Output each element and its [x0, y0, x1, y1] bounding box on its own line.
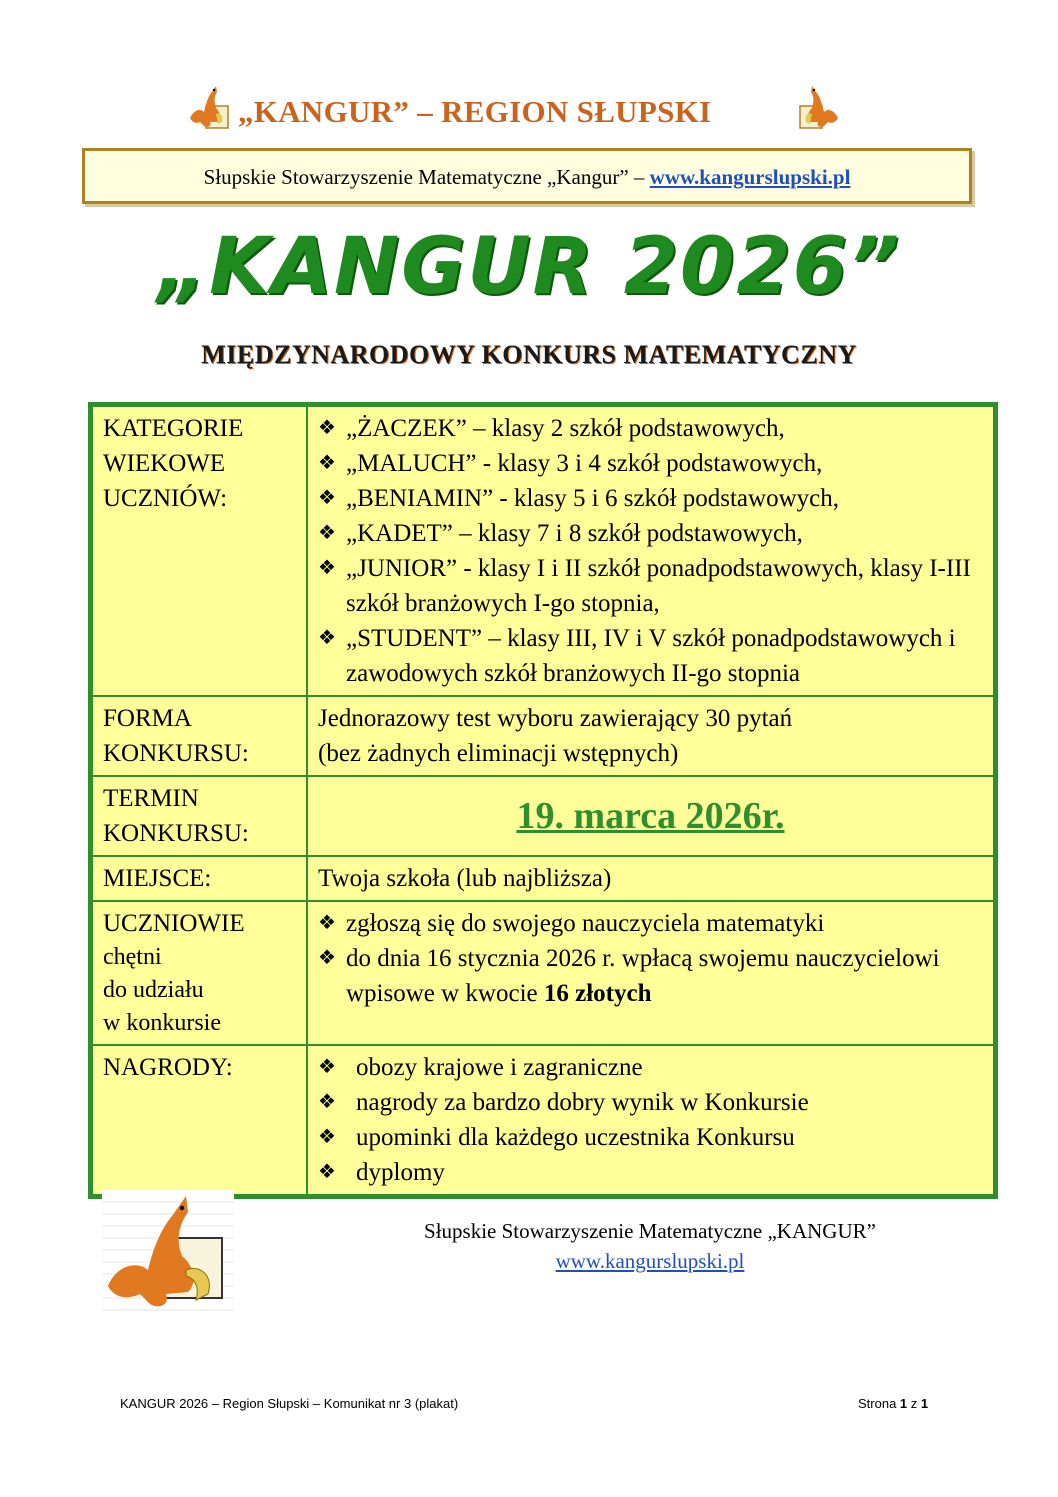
association-box	[82, 148, 972, 204]
categories-label-line: WIEKOWE	[103, 450, 226, 477]
categories-label-line: UCZNIÓW:	[103, 485, 228, 512]
students-label-line: chętni	[103, 944, 162, 970]
page-label: Strona	[858, 1396, 900, 1411]
page-total: 1	[920, 1396, 929, 1411]
prizes-label: NAGRODY:	[91, 1045, 308, 1197]
footer-org-name: Słupskie Stowarzyszenie Matematyczne „KANGUR”	[424, 1219, 876, 1243]
students-list	[318, 906, 983, 1011]
form-line: (bez żadnych eliminacji wstępnych)	[318, 740, 679, 767]
list-item	[318, 941, 983, 1011]
date-label	[91, 776, 308, 856]
date-value-cell	[307, 776, 996, 856]
list-item: ❖ zgłoszą się do swojego nauczyciela matematyki	[318, 906, 983, 941]
form-value	[307, 696, 996, 776]
kangaroo-logo-icon	[790, 82, 842, 132]
footer-link[interactable]: www.kangurslupski.pl	[555, 1249, 745, 1273]
date-label-line: KONKURSU:	[103, 820, 249, 847]
header-title: „KANGUR” – REGION SŁUPSKI	[238, 94, 712, 129]
list-item: ❖ „BENIAMIN” - klasy 5 i 6 szkół podstawowych,	[318, 481, 983, 516]
date-label-line: TERMIN	[103, 785, 199, 812]
list-item: ❖ „STUDENT” – klasy III, IV i V szkół ponadpodstawowych i zawodowych szkół branżowych II-go stopnia	[318, 621, 983, 691]
table-row-form	[91, 696, 996, 776]
categories-label	[91, 405, 308, 697]
students-label-line: w konkursie	[103, 1010, 221, 1036]
association-link[interactable]: www.kangurslupski.pl	[649, 165, 851, 189]
contest-date: 19. marca 2026r.	[516, 795, 785, 837]
prizes-value	[307, 1045, 996, 1197]
list-item: ❖ obozy krajowe i zagraniczne	[318, 1050, 983, 1085]
table-row-categories	[91, 405, 996, 697]
list-item: ❖ „KADET” – klasy 7 i 8 szkół podstawowych,	[318, 516, 983, 551]
list-item: ❖ „MALUCH” - klasy 3 i 4 szkół podstawowych,	[318, 446, 983, 481]
info-table	[88, 402, 998, 1199]
list-item: ❖ dyplomy	[318, 1155, 983, 1190]
categories-list	[318, 411, 983, 691]
kangaroo-logo-icon	[102, 1190, 234, 1315]
page-of: z	[907, 1396, 921, 1411]
list-item: ❖ nagrody za bardzo dobry wynik w Konkursie	[318, 1085, 983, 1120]
page-footer-left: KANGUR 2026 – Region Słupski – Komunikat nr 3 (plakat)	[120, 1396, 459, 1411]
form-label-line: FORMA	[103, 705, 192, 732]
place-value: Twoja szkoła (lub najbliższa)	[307, 856, 996, 901]
fee-amount: 16 złotych	[543, 980, 652, 1007]
students-label-line: do udziału	[103, 977, 204, 1003]
main-title: „KANGUR 2026”	[156, 222, 902, 312]
association-text: Słupskie Stowarzyszenie Matematyczne „Kangur” –	[203, 165, 650, 189]
students-label-line: UCZNIOWIE	[103, 910, 245, 937]
list-item: ❖ upominki dla każdego uczestnika Konkursu	[318, 1120, 983, 1155]
prizes-list	[318, 1050, 983, 1190]
students-label	[91, 901, 308, 1045]
table-row-date	[91, 776, 996, 856]
kangaroo-logo-icon	[186, 82, 238, 132]
fee-text: do dnia 16 stycznia 2026 r. wpłacą swojemu nauczycielowi wpisowe w kwocie	[346, 945, 940, 1007]
page-number: 1	[899, 1396, 908, 1411]
table-row-students	[91, 901, 996, 1045]
place-label: MIEJSCE:	[91, 856, 308, 901]
page-footer-right	[858, 1396, 928, 1411]
subtitle: MIĘDZYNARODOWY KONKURS MATEMATYCZNY	[201, 340, 857, 369]
list-item: ❖ „JUNIOR” - klasy I i II szkół ponadpodstawowych, klasy I-III szkół branżowych I-go stopnia,	[318, 551, 983, 621]
table-row-place	[91, 856, 996, 901]
categories-value	[307, 405, 996, 697]
categories-label-line: KATEGORIE	[103, 415, 244, 442]
form-line: Jednorazowy test wyboru zawierający 30 pytań	[318, 705, 793, 732]
form-label	[91, 696, 308, 776]
list-item: ❖ „ŻACZEK” – klasy 2 szkół podstawowych,	[318, 411, 983, 446]
students-value	[307, 901, 996, 1045]
form-label-line: KONKURSU:	[103, 740, 249, 767]
header-banner	[0, 78, 1058, 138]
association-line	[85, 165, 969, 190]
table-row-prizes	[91, 1045, 996, 1197]
footer-organization	[320, 1216, 980, 1276]
